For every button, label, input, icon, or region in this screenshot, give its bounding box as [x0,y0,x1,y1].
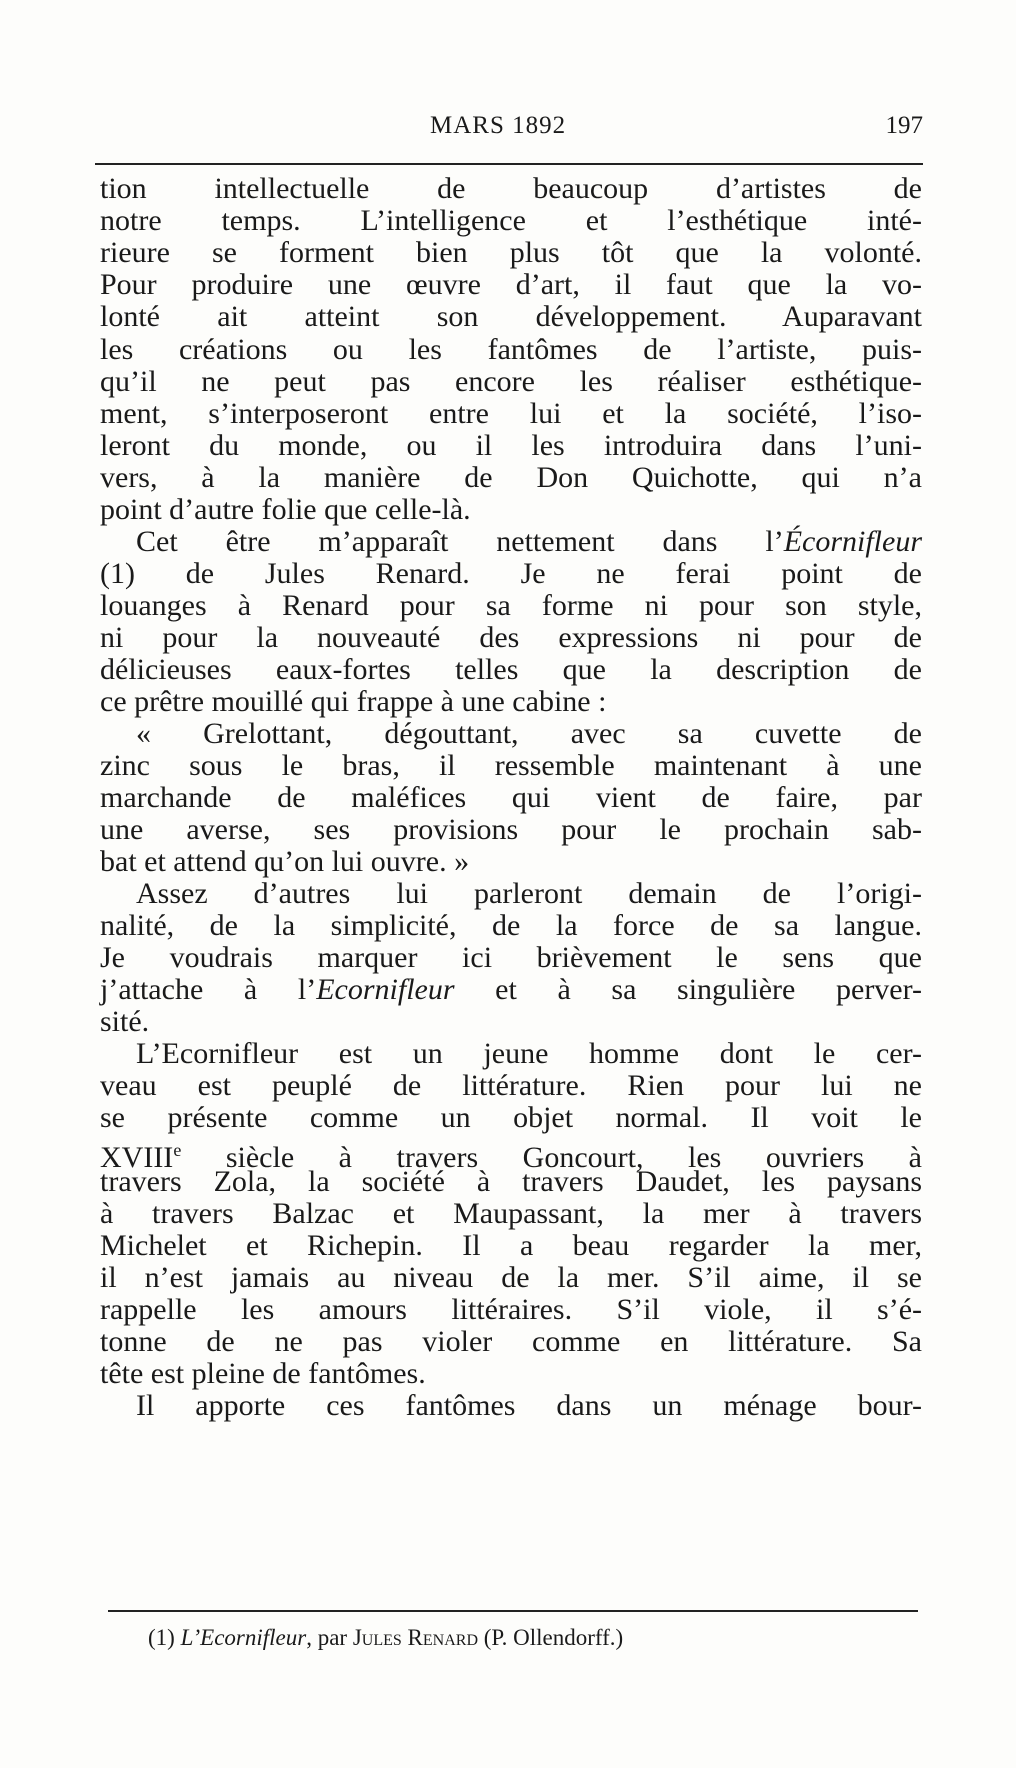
text-span: siècle à travers Goncourt, les ouvriers à [181,1141,922,1174]
text-line: à travers Balzac et Maupassant, la mer à travers [100,1197,922,1230]
text-line: louanges à Renard pour sa forme ni pour son style, [100,589,922,622]
text-line: notre temps. L’intelligence et l’esthétique inté- [100,204,922,237]
text-line [136,525,922,559]
text-line: bat et attend qu’on lui ouvre. » [100,845,470,878]
text-line: marchande de maléfices qui vient de faire, par [100,781,922,814]
page-number: 197 [885,112,923,139]
text-line: point d’autre folie que celle-là. [100,493,471,526]
text-line: sité. [100,1005,150,1038]
text-line [100,973,922,1007]
text-line: zinc sous le bras, il ressemble maintenant à une [100,749,922,782]
text-span: et à sa singulière perver- [454,973,922,1006]
italic-title: Ecornifleur [316,973,455,1006]
footnote-author: Jules Renard [352,1625,478,1650]
text-line: tête est pleine de fantômes. [100,1357,426,1390]
text-line: Assez d’autres lui parleront demain de l’origi- [136,877,922,910]
text-line: Je voudrais marquer ici brièvement le sens que [100,941,922,974]
text-span: XVIII [100,1141,174,1174]
text-span: Cet être m’apparaît nettement dans l’ [136,525,784,558]
text-line [100,1133,922,1174]
text-line: une averse, ses provisions pour le prochain sab- [100,813,922,846]
superscript: e [173,1140,182,1160]
text-line: Il apporte ces fantômes dans un ménage bour- [136,1389,922,1422]
text-span: j’attache à l’ [100,973,317,1006]
italic-title: Écornifleur [783,525,922,558]
text-line: Pour produire une œuvre d’art, il faut que la vo- [100,268,922,301]
running-title: MARS 1892 [430,112,567,139]
text-line: rieure se forment bien plus tôt que la volonté. [100,236,922,269]
footnote-title: L’Ecornifleur [180,1625,307,1650]
text-line: Michelet et Richepin. Il a beau regarder la mer, [100,1229,922,1262]
footnote-marker: (1) [148,1625,175,1650]
text-line: nalité, de la simplicité, de la force de sa langue. [100,909,922,942]
footnote-by: , par [306,1625,348,1650]
footnote-publisher: (P. Ollendorff.) [483,1625,624,1650]
text-line: (1) de Jules Renard. Je ne ferai point de [100,557,922,590]
text-line: leront du monde, ou il les introduira dans l’uni- [100,429,922,462]
page-header [95,112,923,148]
footnote-rule [108,1610,918,1612]
footnote [148,1623,623,1653]
text-line: travers Zola, la société à travers Daudet, les paysans [100,1165,922,1198]
text-line: qu’il ne peut pas encore les réaliser esthétique- [100,365,922,398]
text-line: ni pour la nouveauté des expressions ni pour de [100,621,922,654]
text-line: il n’est jamais au niveau de la mer. S’il aime, il se [100,1261,922,1294]
text-line: lonté ait atteint son développement. Auparavant [100,300,922,333]
text-line: L’Ecornifleur est un jeune homme dont le cer- [136,1037,922,1070]
text-line: ce prêtre mouillé qui frappe à une cabine : [100,685,607,718]
text-line: ment, s’interposeront entre lui et la société, l’iso- [100,397,922,430]
text-line: veau est peuplé de littérature. Rien pour lui ne [100,1069,922,1102]
text-line: se présente comme un objet normal. Il voit le [100,1101,922,1134]
text-line: rappelle les amours littéraires. S’il viole, il s’é- [100,1293,922,1326]
text-line: « Grelottant, dégouttant, avec sa cuvette de [136,717,922,750]
text-line: tonne de ne pas violer comme en littérature. Sa [100,1325,922,1358]
text-line: les créations ou les fantômes de l’artiste, puis- [100,333,922,366]
text-line: tion intellectuelle de beaucoup d’artistes de [100,172,922,205]
text-line: délicieuses eaux-fortes telles que la description de [100,653,922,686]
text-line: vers, à la manière de Don Quichotte, qui n’a [100,461,922,494]
header-rule [95,163,923,165]
